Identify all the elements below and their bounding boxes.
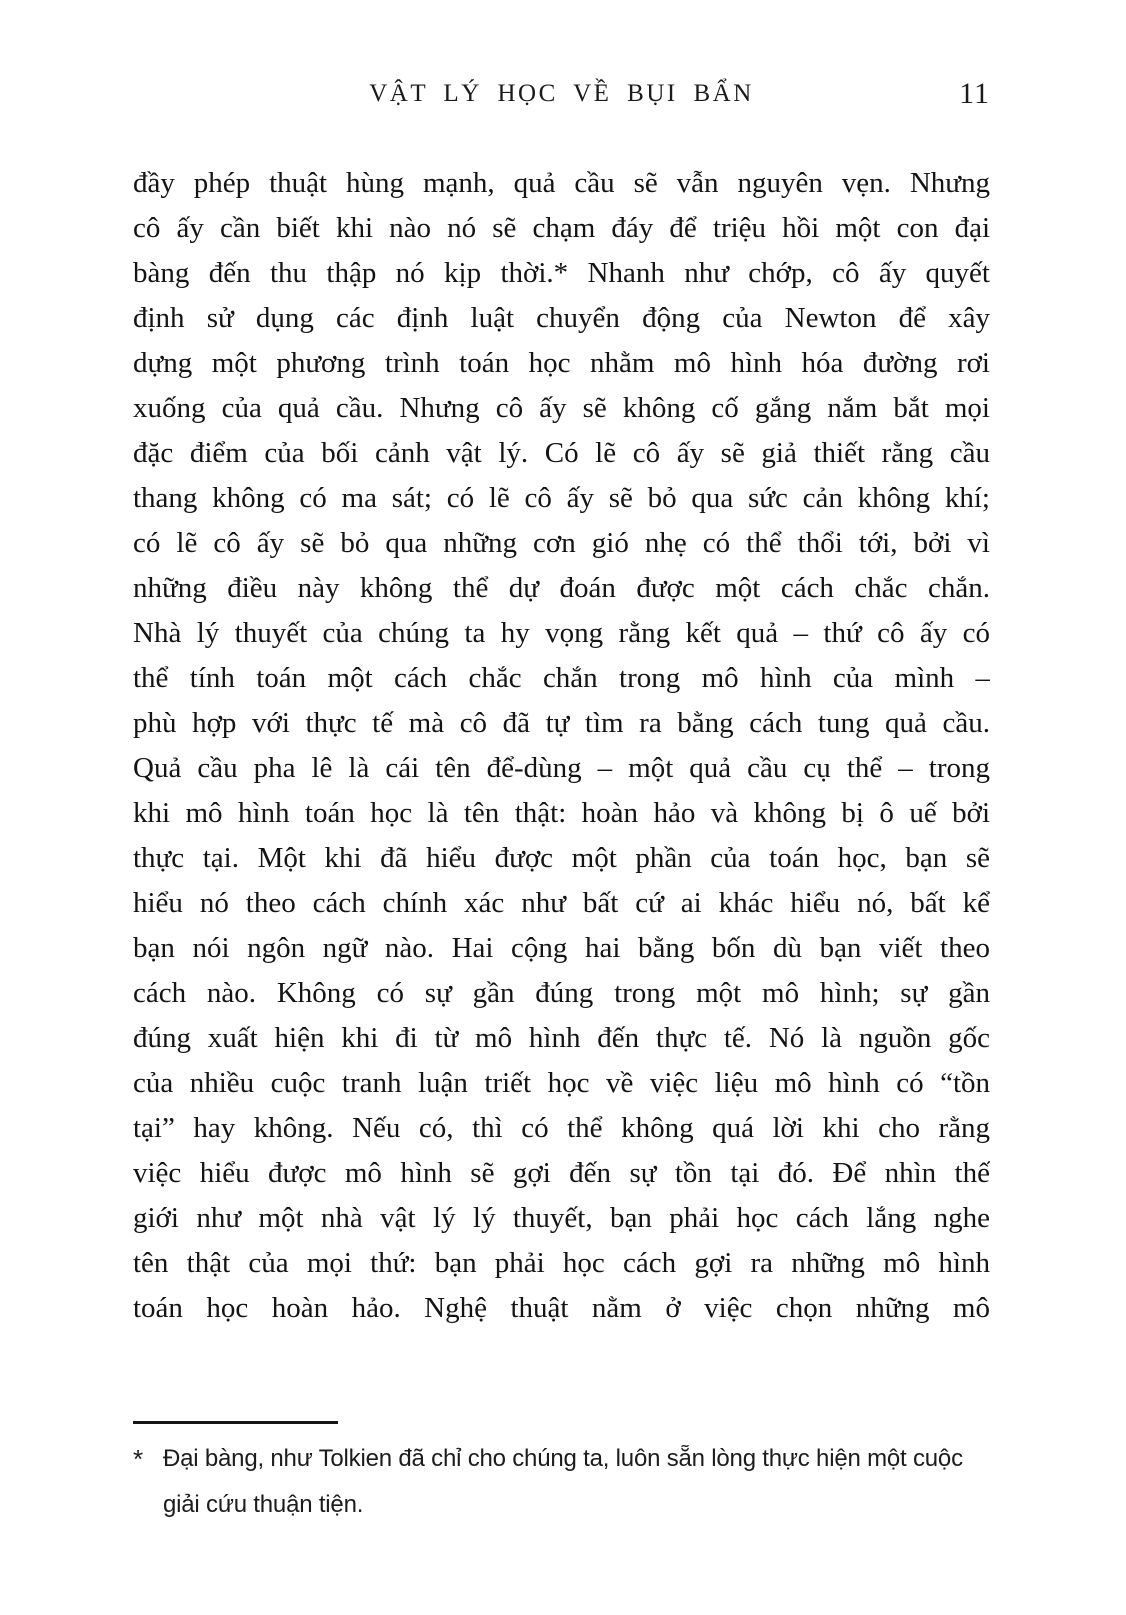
body-line: của nhiều cuộc tranh luận triết học về việc liệu mô hình có “tồn: [133, 1067, 990, 1099]
body-line: việc hiểu được mô hình sẽ gợi đến sự tồn tại đó. Để nhìn thế: [133, 1157, 990, 1189]
body-line: định sử dụng các định luật chuyển động của Newton để xây: [133, 302, 990, 334]
footnote-line: giải cứu thuận tiện.: [163, 1491, 364, 1518]
body-line: thang không có ma sát; có lẽ cô ấy sẽ bỏ qua sức cản không khí;: [133, 482, 990, 514]
body-line: cô ấy cần biết khi nào nó sẽ chạm đáy để triệu hồi một con đại: [133, 212, 990, 244]
body-line: bạn nói ngôn ngữ nào. Hai cộng hai bằng bốn dù bạn viết theo: [133, 932, 990, 964]
body-text: [133, 161, 990, 1331]
body-line: toán học hoàn hảo. Nghệ thuật nằm ở việc chọn những mô: [133, 1292, 990, 1324]
body-line: khi mô hình toán học là tên thật: hoàn hảo và không bị ô uế bởi: [133, 797, 990, 829]
footnote-line: Đại bàng, như Tolkien đã chỉ cho chúng ta, luôn sẵn lòng thực hiện một cuộc: [163, 1445, 963, 1472]
body-line: bàng đến thu thập nó kịp thời.* Nhanh như chớp, cô ấy quyết: [133, 257, 990, 289]
body-line: tên thật của mọi thứ: bạn phải học cách gợi ra những mô hình: [133, 1247, 990, 1279]
body-line: có lẽ cô ấy sẽ bỏ qua những cơn gió nhẹ có thể thổi tới, bởi vì: [133, 527, 990, 559]
body-line: đầy phép thuật hùng mạnh, quả cầu sẽ vẫn nguyên vẹn. Nhưng: [133, 167, 990, 199]
body-line: thực tại. Một khi đã hiểu được một phần của toán học, bạn sẽ: [133, 842, 990, 874]
body-line: giới như một nhà vật lý lý thuyết, bạn phải học cách lắng nghe: [133, 1202, 990, 1234]
body-line: phù hợp với thực tế mà cô đã tự tìm ra bằng cách tung quả cầu.: [133, 707, 990, 739]
body-line: cách nào. Không có sự gần đúng trong một mô hình; sự gần: [133, 977, 990, 1009]
footnote: [133, 1436, 1033, 1528]
page-number: 11: [959, 77, 990, 110]
body-line: những điều này không thể dự đoán được một cách chắc chắn.: [133, 572, 990, 604]
page-header: [133, 77, 990, 110]
footnote-text: [163, 1436, 1033, 1528]
body-line: Quả cầu pha lê là cái tên để-dùng – một quả cầu cụ thể – trong: [133, 752, 990, 784]
body-line: dựng một phương trình toán học nhằm mô hình hóa đường rơi: [133, 347, 990, 379]
body-line: Nhà lý thuyết của chúng ta hy vọng rằng kết quả – thứ cô ấy có: [133, 617, 990, 649]
footnote-divider: [133, 1421, 338, 1424]
footnote-marker: *: [133, 1444, 144, 1474]
body-line: xuống của quả cầu. Nhưng cô ấy sẽ không cố gắng nắm bắt mọi: [133, 392, 990, 424]
body-line: đặc điểm của bối cảnh vật lý. Có lẽ cô ấy sẽ giả thiết rằng cầu: [133, 437, 990, 469]
body-line: đúng xuất hiện khi đi từ mô hình đến thực tế. Nó là nguồn gốc: [133, 1022, 990, 1054]
body-line: thể tính toán một cách chắc chắn trong mô hình của mình –: [133, 662, 990, 694]
body-line: hiểu nó theo cách chính xác như bất cứ ai khác hiểu nó, bất kể: [133, 887, 990, 919]
body-line: tại” hay không. Nếu có, thì có thể không quá lời khi cho rằng: [133, 1112, 990, 1144]
running-title: VẬT LÝ HỌC VỀ BỤI BẨN: [369, 80, 754, 107]
